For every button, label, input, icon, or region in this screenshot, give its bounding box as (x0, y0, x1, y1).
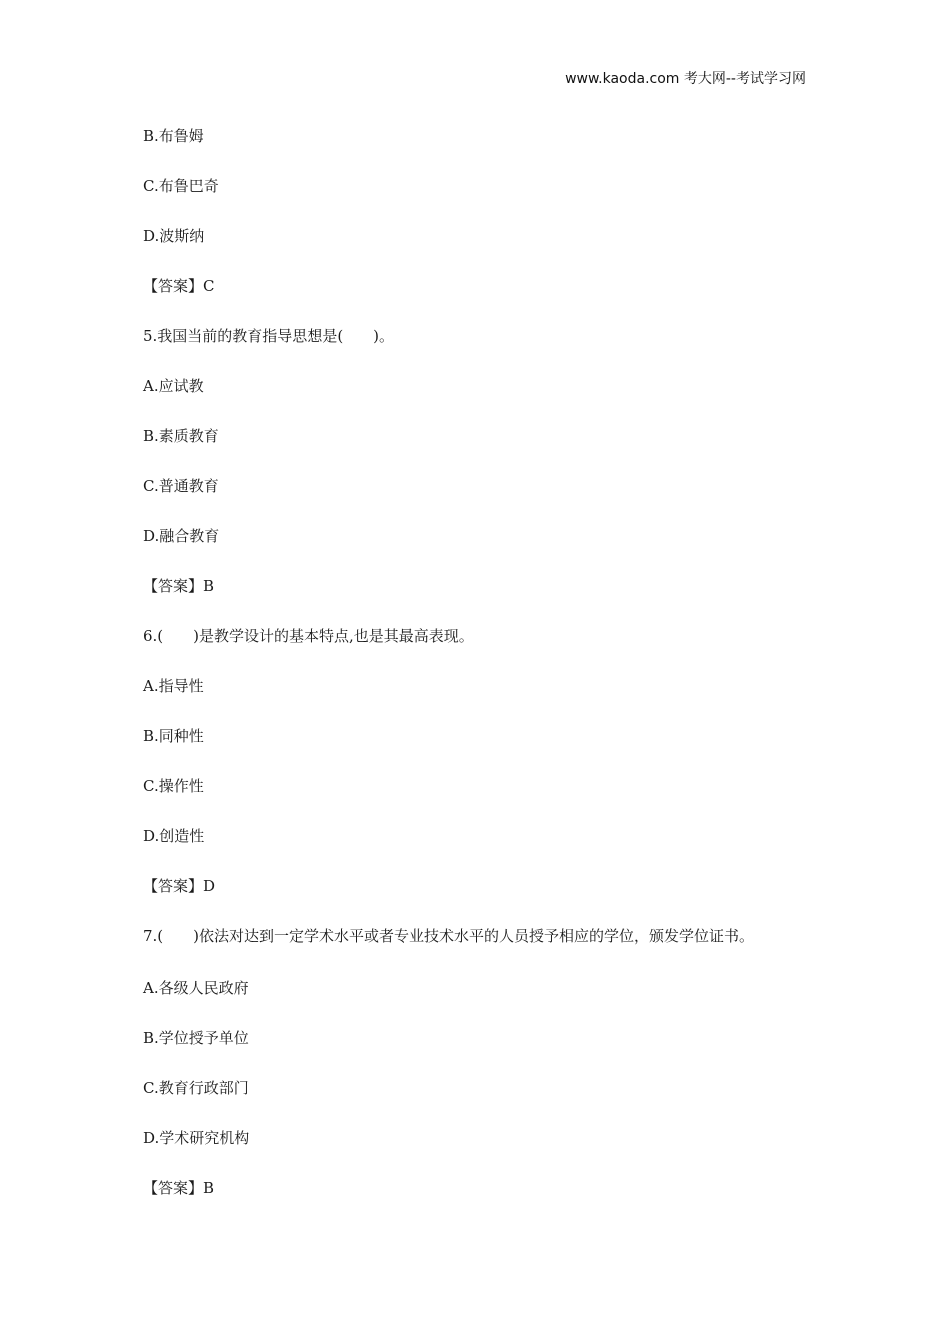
question-5: 5.我国当前的教育指导思想是( )。 (143, 327, 395, 345)
document-body (143, 126, 809, 1228)
option-d-q6: D.创造性 (143, 827, 205, 845)
option-b-q7: B.学位授予单位 (143, 1029, 249, 1047)
option-b-q6: B.同种性 (143, 727, 204, 745)
option-c-q5: C.普通教育 (143, 477, 219, 495)
option-c-q6: C.操作性 (143, 777, 204, 795)
option-b-q4: B.布鲁姆 (143, 127, 204, 145)
option-b-q5: B.素质教育 (143, 427, 219, 445)
option-a-q5: A.应试教 (143, 377, 204, 395)
question-6: 6.( )是教学设计的基本特点,也是其最高表现。 (143, 627, 474, 645)
option-d-q4: D.波斯纳 (143, 227, 205, 245)
answer-q4: 【答案】C (143, 277, 215, 295)
option-c-q7: C.教育行政部门 (143, 1079, 249, 1097)
option-d-q5: D.融合教育 (143, 527, 220, 545)
option-a-q6: A.指导性 (143, 677, 204, 695)
option-d-q7: D.学术研究机构 (143, 1129, 250, 1147)
option-c-q4: C.布鲁巴奇 (143, 177, 219, 195)
option-a-q7: A.各级人民政府 (143, 979, 249, 997)
page-header: www.kaoda.com 考大网--考试学习网 (565, 71, 806, 87)
answer-q5: 【答案】B (143, 577, 215, 595)
question-7: 7.( )依法对达到一定学术水平或者专业技术水平的人员授予相应的学位，颁发学位证书。 (143, 927, 755, 945)
answer-q6: 【答案】D (143, 877, 216, 895)
answer-q7: 【答案】B (143, 1179, 215, 1197)
